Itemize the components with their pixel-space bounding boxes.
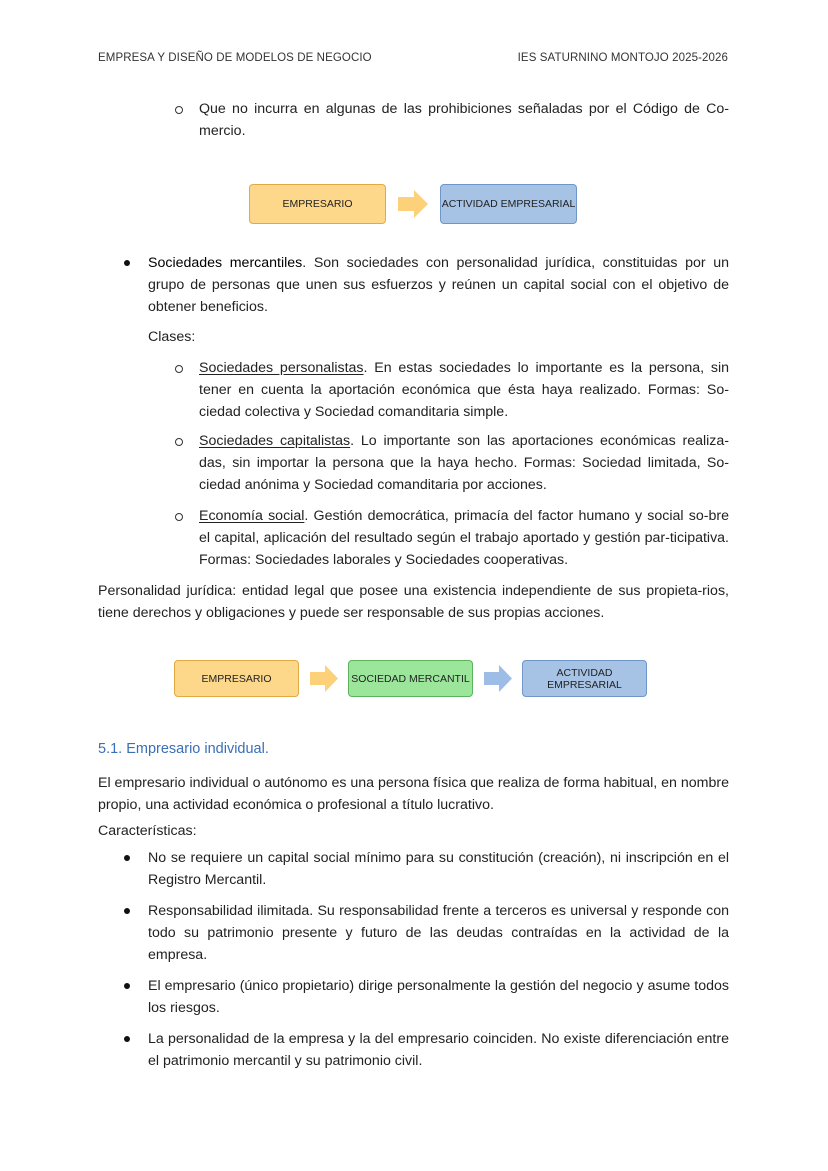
right-arrow-icon xyxy=(484,665,512,692)
header-left: EMPRESA Y DISEÑO DE MODELOS DE NEGOCIO xyxy=(98,52,372,64)
clase-item xyxy=(199,357,729,423)
right-arrow-icon xyxy=(398,190,428,218)
diagram1-empresario-box: EMPRESARIO xyxy=(249,184,386,224)
diagram1-actividad-box: ACTIVIDAD EMPRESARIAL xyxy=(440,184,577,224)
clase-title: Sociedades personalistas xyxy=(199,360,364,376)
caracteristicas-label: Características: xyxy=(98,823,197,839)
list-item: El empresario (único propietario) dirige personalmente la gestión del negocio y asume todos los riesgos. xyxy=(148,978,729,1016)
header-right: IES SATURNINO MONTOJO 2025-2026 xyxy=(517,52,728,64)
clase-item xyxy=(199,430,729,496)
personalidad-paragraph: Personalidad jurídica: entidad legal que posee una existencia independiente de sus propieta-rios, tiene derechos y obligaciones y puede ser responsable de sus propias acciones. xyxy=(98,583,729,621)
clase-title: Economía social xyxy=(199,508,305,524)
bullet-icon xyxy=(124,1036,130,1042)
list-item: No se requiere un capital social mínimo para su constitución (creación), ni inscripción en el Registro Mercantil. xyxy=(148,850,729,888)
clase-item xyxy=(199,505,729,571)
bullet-icon xyxy=(124,855,130,861)
diagram2-empresario-box: EMPRESARIO xyxy=(174,660,299,697)
sociedades-title: Sociedades mercantiles xyxy=(148,255,303,271)
diagram2-actividad-box: ACTIVIDAD EMPRESARIAL xyxy=(522,660,647,697)
clase-text: . Lo importante son las aportaciones económicas realiza-das, sin importar la persona que la haya hecho. Formas: Sociedad limitada, So-ciedad anónima y Sociedad comanditaria por acciones. xyxy=(199,433,729,493)
intro-item: Que no incurra en algunas de las prohibiciones señaladas por el Código de Co-mercio. xyxy=(199,101,729,139)
list-item: La personalidad de la empresa y la del empresario coinciden. No existe diferenciación entre el patrimonio mercantil y su patrimonio civil. xyxy=(148,1031,729,1069)
clase-text: . Gestión democrática, primacía del factor humano y social so-bre el capital, aplicación del resultado según el trabajo aportado y gestión par-ticipativa. Formas: Sociedades laborales y Sociedades cooperativas. xyxy=(199,508,730,568)
list-item: Responsabilidad ilimitada. Su responsabilidad frente a terceros es universal y responde con todo su patrimonio presente y futuro de las deudas contraídas en la actividad de la empresa. xyxy=(148,903,729,963)
sociedades-paragraph xyxy=(148,252,729,318)
clase-title: Sociedades capitalistas xyxy=(199,433,351,449)
bullet-icon xyxy=(124,260,130,266)
diagram2-sociedad-box: SOCIEDAD MERCANTIL xyxy=(348,660,473,697)
bullet-icon xyxy=(124,908,130,914)
section-intro: El empresario individual o autónomo es una persona física que realiza de forma habitual, en nombre propio, una actividad económica o profesional a título lucrativo. xyxy=(98,775,729,813)
circle-bullet-icon xyxy=(175,106,183,114)
section-heading: 5.1. Empresario individual. xyxy=(98,741,269,757)
clases-label: Clases: xyxy=(148,329,196,345)
circle-bullet-icon xyxy=(175,365,183,373)
page-header xyxy=(98,52,728,68)
right-arrow-icon xyxy=(310,665,338,692)
circle-bullet-icon xyxy=(175,513,183,521)
bullet-icon xyxy=(124,983,130,989)
circle-bullet-icon xyxy=(175,438,183,446)
clase-text: . En estas sociedades lo importante es la persona, sin tener en cuenta la aportación económica que ésta haya realizado. Formas: So-ciedad colectiva y Sociedad comanditaria simple. xyxy=(199,360,730,420)
sociedades-text: . Son sociedades con personalidad jurídica, constituidas por un grupo de personas que unen sus esfuerzos y reúnen un capital social con el objetivo de obtener beneficios. xyxy=(148,255,730,315)
